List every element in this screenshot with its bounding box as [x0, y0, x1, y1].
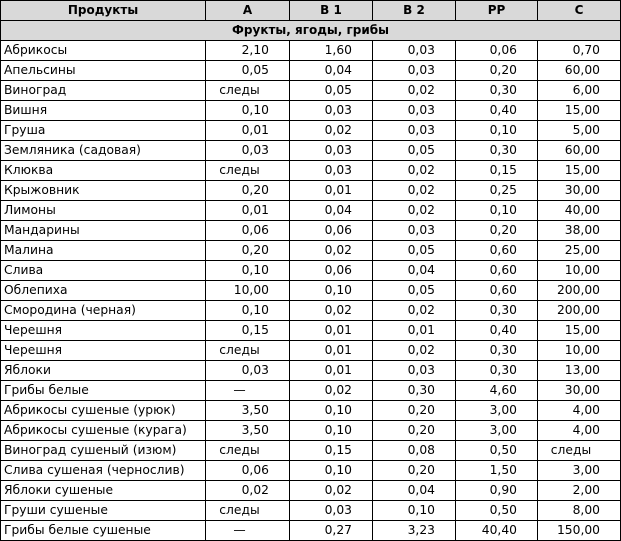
- value-cell: 0,01: [206, 121, 290, 141]
- table-row: [1, 201, 621, 221]
- table-row: [1, 181, 621, 201]
- value-cell: 10,00: [538, 261, 621, 281]
- value-cell: 30,00: [538, 181, 621, 201]
- value-cell: 0,15: [290, 441, 373, 461]
- value-cell: 25,00: [538, 241, 621, 261]
- product-name-cell: Малина: [1, 241, 206, 261]
- value-cell: 3,00: [456, 421, 538, 441]
- product-name-cell: Лимоны: [1, 201, 206, 221]
- table-row: [1, 261, 621, 281]
- product-name-cell: Груша: [1, 121, 206, 141]
- value-cell: 3,50: [206, 421, 290, 441]
- value-cell: следы: [206, 501, 290, 521]
- product-name-cell: Земляника (садовая): [1, 141, 206, 161]
- product-name-cell: Абрикосы: [1, 41, 206, 61]
- table-row: [1, 341, 621, 361]
- table-row: [1, 421, 621, 441]
- product-name-cell: Слива: [1, 261, 206, 281]
- value-cell: 0,10: [290, 281, 373, 301]
- header-c: C: [538, 1, 621, 21]
- product-name-cell: Клюква: [1, 161, 206, 181]
- value-cell: 0,01: [290, 181, 373, 201]
- value-cell: 6,00: [538, 81, 621, 101]
- value-cell: следы: [206, 161, 290, 181]
- product-name-cell: Черешня: [1, 341, 206, 361]
- value-cell: 1,60: [290, 41, 373, 61]
- product-name-cell: Грибы белые: [1, 381, 206, 401]
- value-cell: следы: [206, 341, 290, 361]
- table-row: [1, 241, 621, 261]
- value-cell: 0,90: [456, 481, 538, 501]
- value-cell: 0,02: [373, 201, 456, 221]
- value-cell: 0,10: [290, 401, 373, 421]
- value-cell: 0,01: [373, 321, 456, 341]
- value-cell: 0,10: [456, 201, 538, 221]
- value-cell: 0,50: [456, 441, 538, 461]
- value-cell: 0,30: [373, 381, 456, 401]
- value-cell: 0,02: [290, 301, 373, 321]
- header-row: [1, 1, 621, 21]
- table-row: [1, 161, 621, 181]
- value-cell: 0,40: [456, 321, 538, 341]
- value-cell: 0,03: [206, 361, 290, 381]
- value-cell: 200,00: [538, 281, 621, 301]
- table-row: [1, 321, 621, 341]
- value-cell: 0,20: [206, 241, 290, 261]
- value-cell: 0,06: [290, 221, 373, 241]
- value-cell: 40,40: [456, 521, 538, 541]
- value-cell: 0,70: [538, 41, 621, 61]
- value-cell: 0,30: [456, 81, 538, 101]
- value-cell: 1,50: [456, 461, 538, 481]
- value-cell: 3,50: [206, 401, 290, 421]
- product-name-cell: Яблоки: [1, 361, 206, 381]
- product-name-cell: Виноград сушеный (изюм): [1, 441, 206, 461]
- value-cell: 0,10: [290, 421, 373, 441]
- table-row: [1, 381, 621, 401]
- value-cell: 0,02: [373, 301, 456, 321]
- value-cell: 3,00: [456, 401, 538, 421]
- value-cell: 0,10: [206, 261, 290, 281]
- value-cell: 0,08: [373, 441, 456, 461]
- value-cell: 8,00: [538, 501, 621, 521]
- value-cell: 2,10: [206, 41, 290, 61]
- value-cell: 0,60: [456, 261, 538, 281]
- table-row: [1, 221, 621, 241]
- value-cell: 200,00: [538, 301, 621, 321]
- section-row: [1, 21, 621, 41]
- value-cell: 0,40: [456, 101, 538, 121]
- value-cell: 0,10: [206, 101, 290, 121]
- table-row: [1, 461, 621, 481]
- value-cell: 0,05: [290, 81, 373, 101]
- table-row: [1, 501, 621, 521]
- value-cell: 30,00: [538, 381, 621, 401]
- value-cell: 0,04: [290, 201, 373, 221]
- value-cell: 0,02: [373, 161, 456, 181]
- value-cell: 0,05: [206, 61, 290, 81]
- table-row: [1, 401, 621, 421]
- value-cell: 0,25: [456, 181, 538, 201]
- value-cell: 0,27: [290, 521, 373, 541]
- product-name-cell: Слива сушеная (чернослив): [1, 461, 206, 481]
- value-cell: 0,03: [373, 41, 456, 61]
- header-pp: PP: [456, 1, 538, 21]
- value-cell: 0,20: [456, 61, 538, 81]
- table-row: [1, 301, 621, 321]
- product-name-cell: Виноград: [1, 81, 206, 101]
- header-b2: B 2: [373, 1, 456, 21]
- table-row: [1, 101, 621, 121]
- value-cell: 0,04: [373, 261, 456, 281]
- product-name-cell: Груши сушеные: [1, 501, 206, 521]
- value-cell: 0,50: [456, 501, 538, 521]
- value-cell: 0,01: [290, 321, 373, 341]
- table-row: [1, 481, 621, 501]
- value-cell: 0,03: [373, 221, 456, 241]
- value-cell: 0,20: [373, 461, 456, 481]
- value-cell: 0,10: [456, 121, 538, 141]
- value-cell: 0,20: [456, 221, 538, 241]
- table-row: [1, 141, 621, 161]
- value-cell: 4,00: [538, 401, 621, 421]
- value-cell: 0,03: [373, 101, 456, 121]
- header-a: A: [206, 1, 290, 21]
- value-cell: 0,03: [290, 501, 373, 521]
- value-cell: 0,06: [290, 261, 373, 281]
- value-cell: 3,23: [373, 521, 456, 541]
- header-products: Продукты: [1, 1, 206, 21]
- value-cell: 0,30: [456, 361, 538, 381]
- value-cell: 0,60: [456, 281, 538, 301]
- value-cell: 4,00: [538, 421, 621, 441]
- value-cell: 0,04: [373, 481, 456, 501]
- product-name-cell: Черешня: [1, 321, 206, 341]
- value-cell: следы: [206, 81, 290, 101]
- value-cell: 0,10: [290, 461, 373, 481]
- value-cell: 0,06: [206, 221, 290, 241]
- value-cell: 0,10: [206, 301, 290, 321]
- product-name-cell: Смородина (черная): [1, 301, 206, 321]
- product-name-cell: Вишня: [1, 101, 206, 121]
- table-row: [1, 521, 621, 541]
- value-cell: 10,00: [538, 341, 621, 361]
- value-cell: —: [206, 521, 290, 541]
- value-cell: следы: [538, 441, 621, 461]
- value-cell: 0,03: [290, 101, 373, 121]
- value-cell: 0,02: [290, 121, 373, 141]
- value-cell: 38,00: [538, 221, 621, 241]
- table-row: [1, 121, 621, 141]
- value-cell: 0,01: [206, 201, 290, 221]
- product-name-cell: Абрикосы сушеные (урюк): [1, 401, 206, 421]
- value-cell: 0,01: [290, 361, 373, 381]
- value-cell: 0,05: [373, 141, 456, 161]
- value-cell: 15,00: [538, 101, 621, 121]
- value-cell: 0,04: [290, 61, 373, 81]
- value-cell: 0,60: [456, 241, 538, 261]
- product-name-cell: Апельсины: [1, 61, 206, 81]
- value-cell: следы: [206, 441, 290, 461]
- value-cell: 0,02: [373, 81, 456, 101]
- value-cell: 10,00: [206, 281, 290, 301]
- product-name-cell: Абрикосы сушеные (курага): [1, 421, 206, 441]
- value-cell: 15,00: [538, 161, 621, 181]
- value-cell: 0,02: [290, 241, 373, 261]
- table-row: [1, 361, 621, 381]
- value-cell: 2,00: [538, 481, 621, 501]
- product-name-cell: Крыжовник: [1, 181, 206, 201]
- value-cell: 0,30: [456, 301, 538, 321]
- value-cell: 0,15: [206, 321, 290, 341]
- value-cell: 0,01: [290, 341, 373, 361]
- table-row: [1, 441, 621, 461]
- value-cell: 150,00: [538, 521, 621, 541]
- value-cell: 0,03: [373, 61, 456, 81]
- table-row: [1, 41, 621, 61]
- table-row: [1, 61, 621, 81]
- value-cell: 0,02: [290, 381, 373, 401]
- value-cell: 0,02: [373, 181, 456, 201]
- value-cell: 0,06: [456, 41, 538, 61]
- value-cell: 40,00: [538, 201, 621, 221]
- value-cell: 0,30: [456, 141, 538, 161]
- value-cell: 60,00: [538, 141, 621, 161]
- value-cell: 0,02: [206, 481, 290, 501]
- value-cell: 0,05: [373, 241, 456, 261]
- value-cell: 3,00: [538, 461, 621, 481]
- value-cell: —: [206, 381, 290, 401]
- value-cell: 4,60: [456, 381, 538, 401]
- value-cell: 0,03: [290, 141, 373, 161]
- value-cell: 0,15: [456, 161, 538, 181]
- table-row: [1, 81, 621, 101]
- product-name-cell: Облепиха: [1, 281, 206, 301]
- product-name-cell: Мандарины: [1, 221, 206, 241]
- table-row: [1, 281, 621, 301]
- value-cell: 0,20: [373, 401, 456, 421]
- value-cell: 0,02: [373, 341, 456, 361]
- value-cell: 0,06: [206, 461, 290, 481]
- value-cell: 0,03: [290, 161, 373, 181]
- value-cell: 0,30: [456, 341, 538, 361]
- value-cell: 0,10: [373, 501, 456, 521]
- value-cell: 0,20: [373, 421, 456, 441]
- product-name-cell: Грибы белые сушеные: [1, 521, 206, 541]
- value-cell: 5,00: [538, 121, 621, 141]
- header-b1: B 1: [290, 1, 373, 21]
- value-cell: 15,00: [538, 321, 621, 341]
- product-name-cell: Яблоки сушеные: [1, 481, 206, 501]
- value-cell: 0,20: [206, 181, 290, 201]
- value-cell: 0,03: [373, 361, 456, 381]
- value-cell: 0,03: [373, 121, 456, 141]
- value-cell: 0,02: [290, 481, 373, 501]
- value-cell: 13,00: [538, 361, 621, 381]
- section-title: Фрукты, ягоды, грибы: [1, 21, 621, 41]
- value-cell: 60,00: [538, 61, 621, 81]
- value-cell: 0,03: [206, 141, 290, 161]
- value-cell: 0,05: [373, 281, 456, 301]
